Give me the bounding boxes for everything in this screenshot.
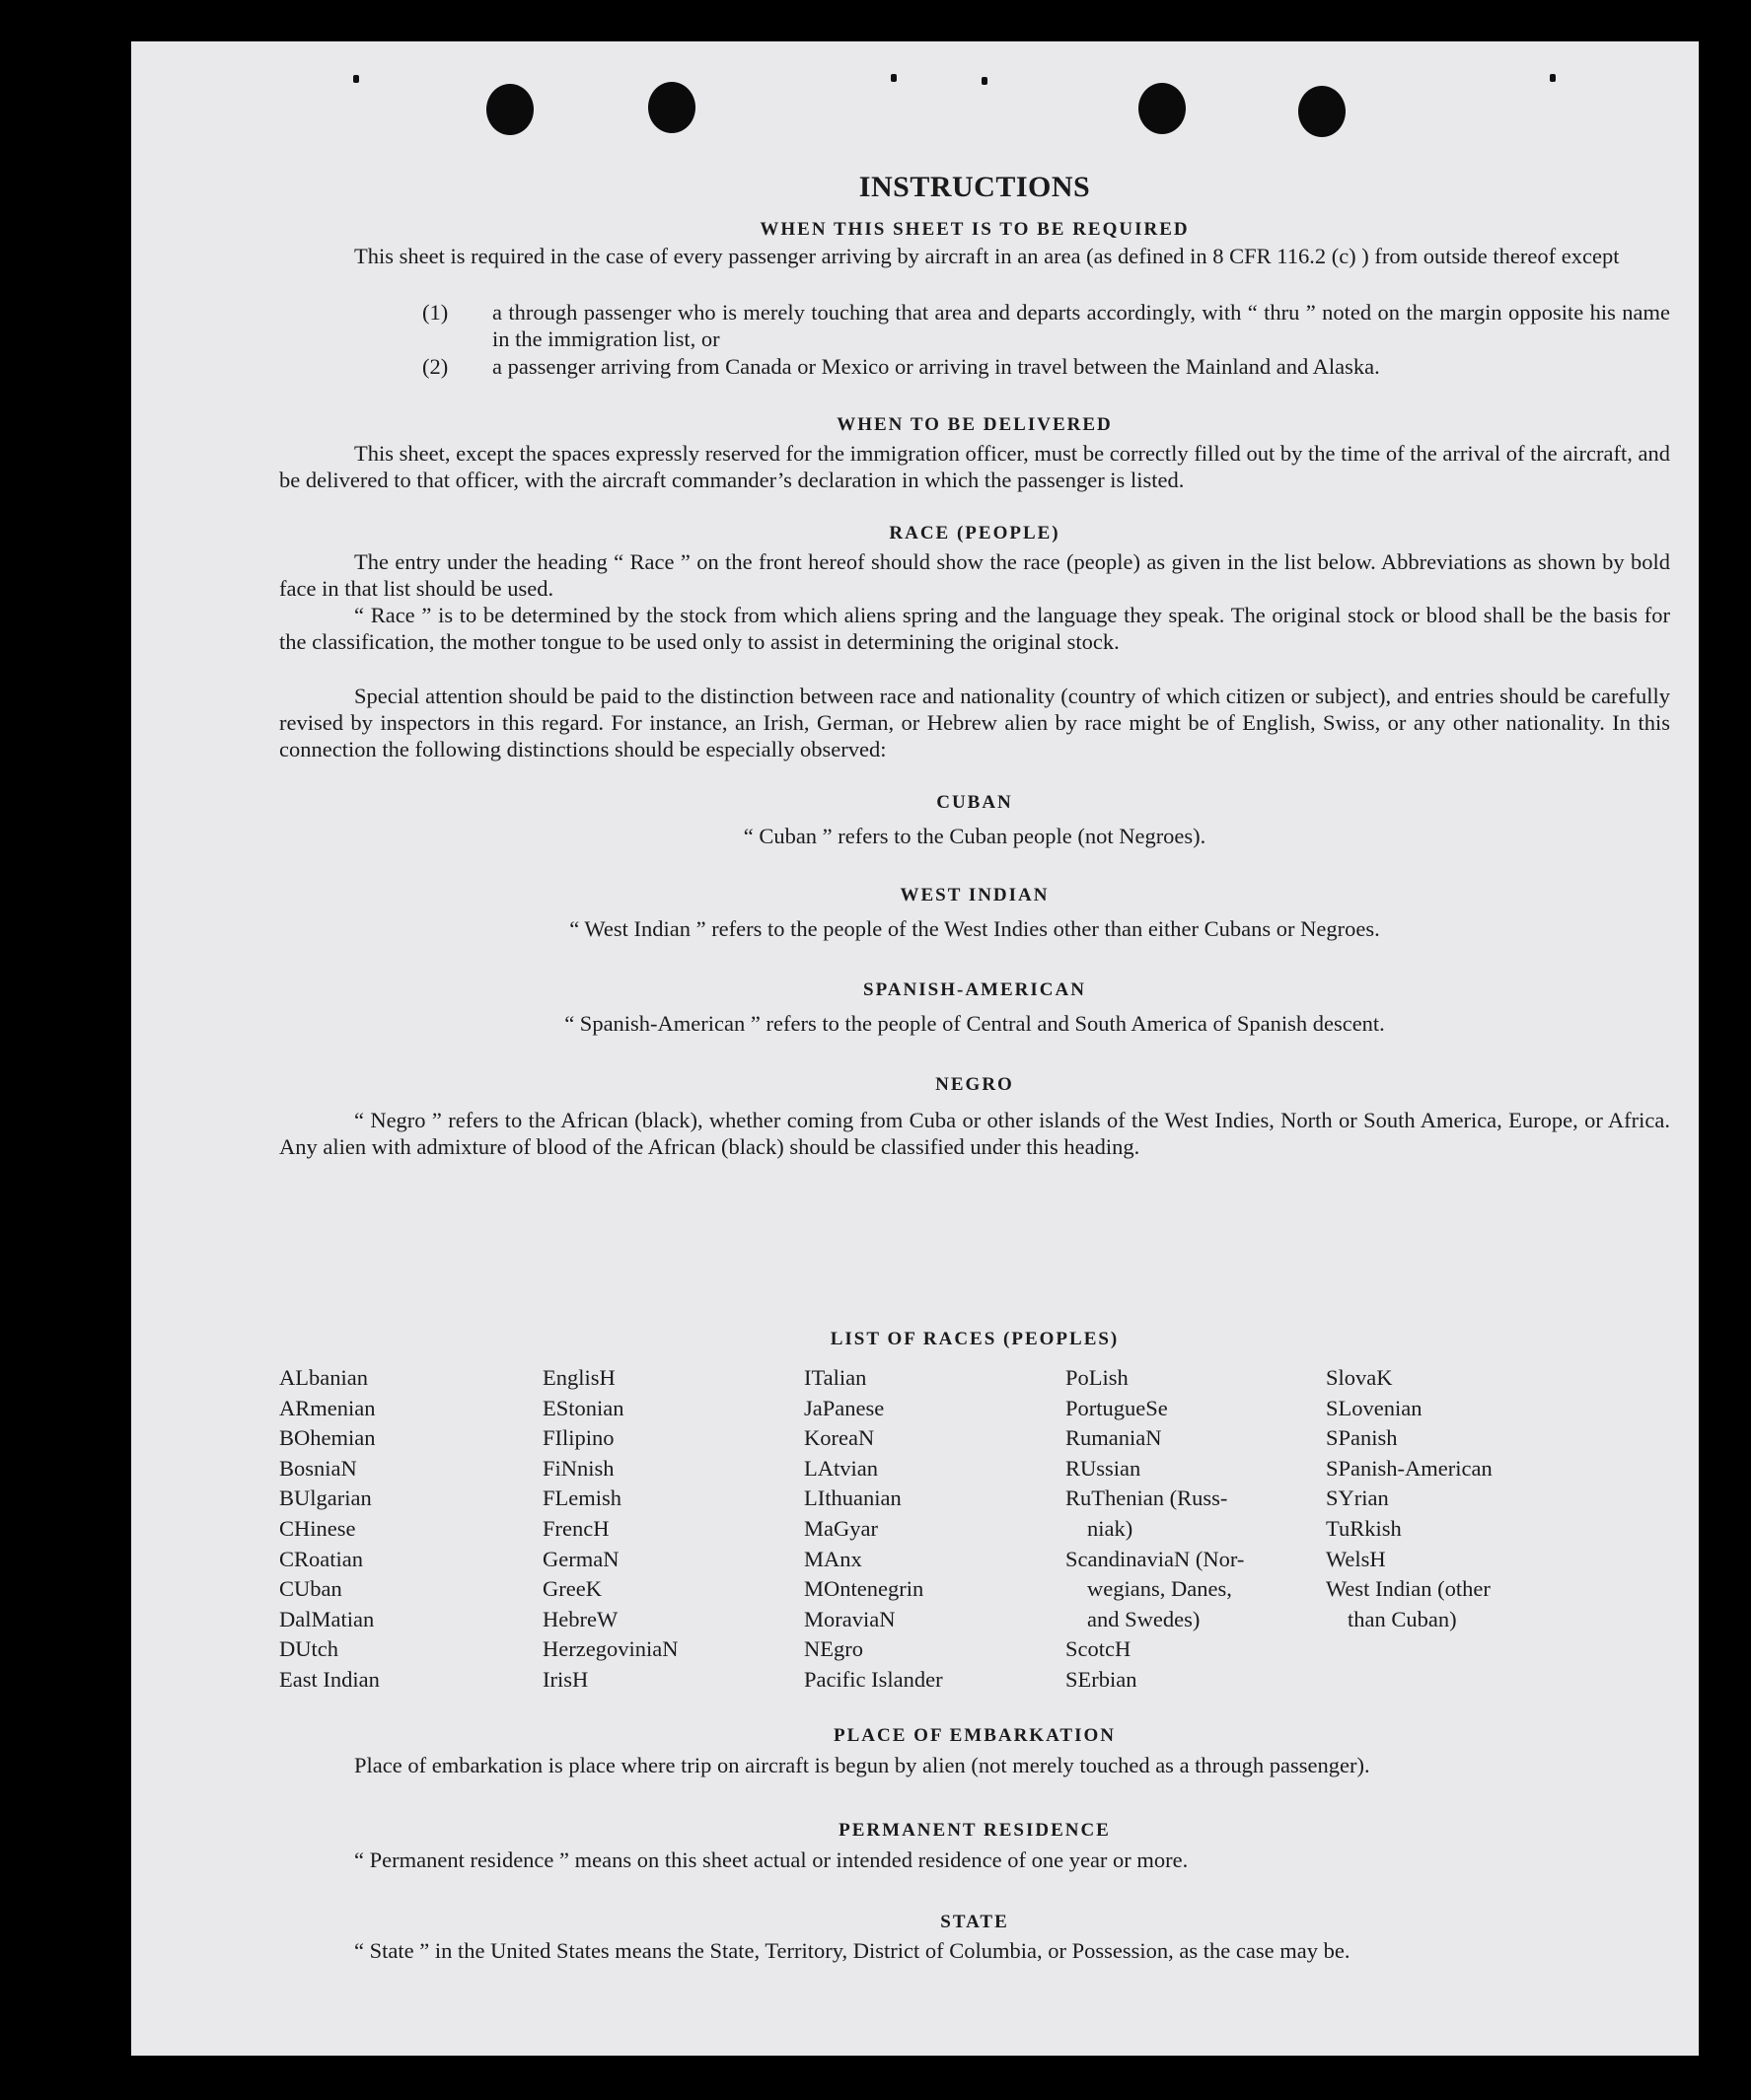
races-column — [279, 1363, 380, 1696]
race-entry: ScandinaviaN (Nor- — [1065, 1546, 1245, 1571]
race-entry: BosniaN — [279, 1455, 357, 1481]
item-number: (2) — [422, 354, 449, 379]
race-entry: niak) — [1087, 1515, 1133, 1541]
punch-hole — [1298, 86, 1346, 137]
heading-west-indian: WEST INDIAN — [900, 885, 1050, 905]
race-entry: ARmenian — [279, 1395, 376, 1420]
race-entry: RuThenian (Russ- — [1065, 1485, 1228, 1511]
race-paragraph-1: The entry under the heading “ Race ” on the front hereof should show the race (people) as given in the list below. Abbreviations as shown by bold face in that list should be used. — [279, 549, 1670, 601]
race-entry: IrisH — [543, 1666, 589, 1692]
punch-hole — [648, 82, 695, 133]
race-entry: FIlipino — [543, 1425, 615, 1451]
residence-text: “ Permanent residence ” means on this sheet actual or intended residence of one year or more. — [354, 1847, 1189, 1872]
race-entry: SYrian — [1326, 1485, 1389, 1511]
race-entry: SLovenian — [1326, 1395, 1423, 1420]
race-entry: ITalian — [804, 1365, 867, 1390]
races-column — [804, 1363, 943, 1696]
races-column — [1326, 1363, 1493, 1634]
punch-hole — [1138, 83, 1186, 134]
race-entry: GermaN — [543, 1546, 620, 1571]
state-text: “ State ” in the United States means the State, Territory, District of Columbia, or Possession, as the case may be. — [354, 1938, 1350, 1963]
race-entry: SPanish — [1326, 1425, 1398, 1451]
races-column — [1065, 1363, 1244, 1696]
race-entry: KoreaN — [804, 1425, 875, 1451]
race-entry: Pacific Islander — [804, 1666, 943, 1692]
heading-cuban: CUBAN — [936, 792, 1013, 813]
race-entry: SlovaK — [1326, 1365, 1393, 1390]
item-number: (1) — [422, 300, 449, 325]
race-entry: EStonian — [543, 1395, 624, 1420]
page-title: INSTRUCTIONS — [858, 171, 1091, 203]
race-entry: MAnx — [804, 1546, 862, 1571]
heading-spanish-american: SPANISH-AMERICAN — [863, 979, 1086, 1000]
race-entry: than Cuban) — [1348, 1606, 1457, 1631]
heading-permanent-residence: PERMANENT RESIDENCE — [839, 1820, 1111, 1841]
required-intro: This sheet is required in the case of every passenger arriving by aircraft in an area (as defined in 8 CFR 116.2 (c) ) from outside thereof except — [354, 244, 1620, 268]
heading-race: RACE (PEOPLE) — [889, 523, 1060, 543]
race-entry: JaPanese — [804, 1395, 885, 1420]
race-entry: LIthuanian — [804, 1485, 902, 1511]
delivered-text: This sheet, except the spaces expressly reserved for the immigration officer, must be correctly filled out by the time of the arrival of the aircraft, and be delivered to that officer, with the aircraft commander’s declaration in which the passenger is listed. — [279, 441, 1670, 492]
race-entry: CUban — [279, 1576, 342, 1602]
heading-negro: NEGRO — [935, 1074, 1014, 1095]
race-entry: PortugueSe — [1065, 1395, 1168, 1420]
race-entry: EnglisH — [543, 1365, 616, 1390]
race-entry: FrencH — [543, 1515, 610, 1541]
speck-mark — [891, 74, 897, 82]
west-indian-text: “ West Indian ” refers to the people of the West Indies other than either Cubans or Negroes. — [569, 916, 1380, 941]
race-entry: CRoatian — [279, 1546, 363, 1571]
race-entry: FLemish — [543, 1485, 622, 1511]
race-entry: BOhemian — [279, 1425, 376, 1451]
heading-when-required: WHEN THIS SHEET IS TO BE REQUIRED — [760, 219, 1190, 240]
spanish-american-text: “ Spanish-American ” refers to the people of Central and South America of Spanish descent. — [564, 1011, 1385, 1036]
race-entry: MoraviaN — [804, 1606, 896, 1631]
race-entry: MOntenegrin — [804, 1576, 924, 1602]
item-text: a through passenger who is merely touching that area and departs accordingly, with “ thru ” noted on the margin opposite his name in the immigration list, or — [492, 300, 1670, 351]
race-entry: CHinese — [279, 1515, 356, 1541]
item-text: a passenger arriving from Canada or Mexico or arriving in travel between the Mainland and Alaska. — [492, 354, 1380, 379]
race-entry: LAtvian — [804, 1455, 878, 1481]
race-entry: ALbanian — [279, 1365, 368, 1390]
race-entry: TuRkish — [1326, 1515, 1402, 1541]
race-entry: HerzegoviniaN — [543, 1636, 679, 1662]
race-entry: WelsH — [1326, 1546, 1386, 1571]
speck-mark — [1550, 74, 1556, 82]
race-entry: HebreW — [543, 1606, 619, 1631]
race-entry: NEgro — [804, 1636, 863, 1662]
race-entry: SPanish-American — [1326, 1455, 1493, 1481]
negro-text: “ Negro ” refers to the African (black), whether coming from Cuba or other islands of the West Indies, North or South America, Europe, or Africa. Any alien with admixture of blood of the African (black) should be classified under this heading. — [279, 1108, 1670, 1159]
document-sheet — [131, 41, 1699, 2056]
race-entry: ScotcH — [1065, 1636, 1131, 1662]
heading-list-of-races: LIST OF RACES (PEOPLES) — [830, 1329, 1120, 1349]
race-paragraph-3: Special attention should be paid to the distinction between race and nationality (country of which citizen or subject), and entries should be carefully revised by inspectors in this regard. For instance, an Irish, German, or Hebrew alien by race might be of English, Swiss, or any other nationality. In this connection the following distinctions should be especially observed: — [279, 684, 1670, 761]
race-paragraph-2: “ Race ” is to be determined by the stock from which aliens spring and the language they speak. The original stock or blood shall be the basis for the classification, the mother tongue to be used only to assist in determining the original stock. — [279, 603, 1670, 654]
embarkation-text: Place of embarkation is place where trip on aircraft is begun by alien (not merely touched as a through passenger). — [354, 1753, 1370, 1777]
race-entry: RumaniaN — [1065, 1425, 1162, 1451]
race-entry: SErbian — [1065, 1666, 1137, 1692]
race-entry: wegians, Danes, — [1087, 1576, 1232, 1602]
race-entry: RUssian — [1065, 1455, 1141, 1481]
speck-mark — [982, 77, 987, 85]
race-entry: and Swedes) — [1087, 1606, 1201, 1631]
race-entry: West Indian (other — [1326, 1576, 1491, 1602]
races-column — [543, 1363, 678, 1696]
heading-when-delivered: WHEN TO BE DELIVERED — [837, 414, 1113, 435]
punch-hole — [486, 84, 534, 135]
race-entry: MaGyar — [804, 1515, 878, 1541]
race-entry: BUlgarian — [279, 1485, 372, 1511]
race-entry: GreeK — [543, 1576, 602, 1602]
cuban-text: “ Cuban ” refers to the Cuban people (not Negroes). — [743, 824, 1206, 848]
heading-state: STATE — [940, 1912, 1009, 1932]
race-entry: FiNnish — [543, 1455, 615, 1481]
race-entry: DUtch — [279, 1636, 338, 1662]
race-entry: PoLish — [1065, 1365, 1129, 1390]
speck-mark — [353, 75, 359, 83]
race-entry: DalMatian — [279, 1606, 375, 1631]
heading-place-of-embarkation: PLACE OF EMBARKATION — [834, 1725, 1116, 1746]
race-entry: East Indian — [279, 1666, 380, 1692]
